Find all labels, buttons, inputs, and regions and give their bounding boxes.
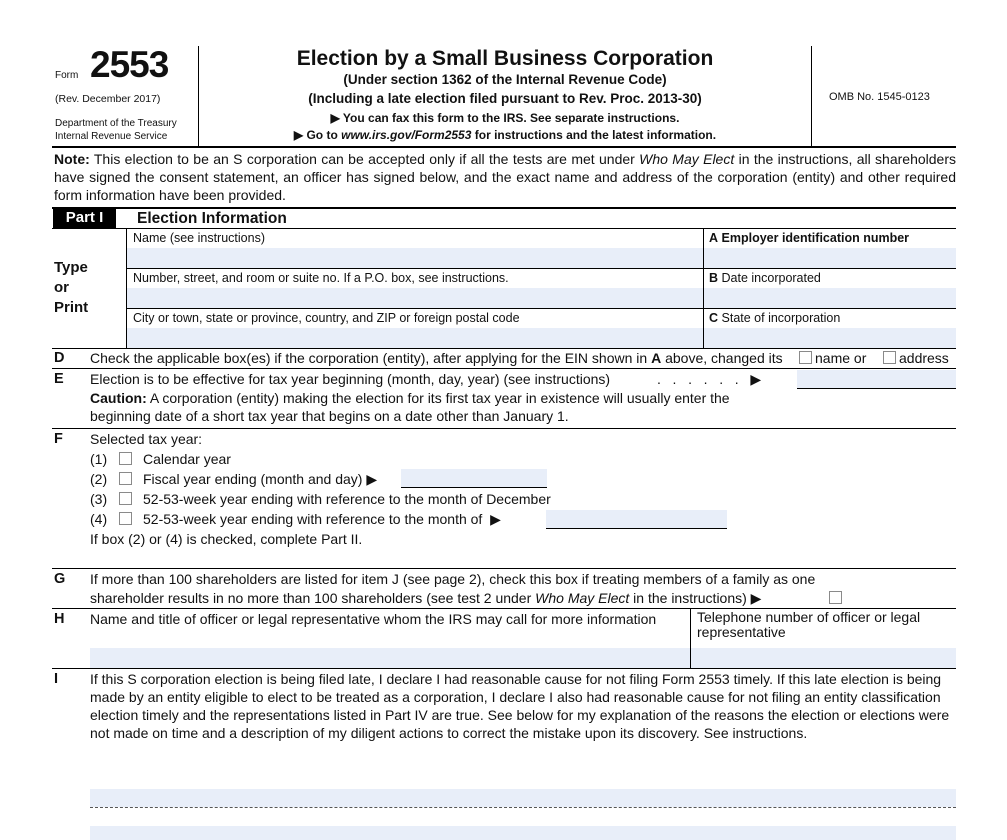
street-label: Number, street, and room or suite no. If a P.O. box, see instructions. bbox=[133, 271, 509, 285]
phone-label: Telephone number of officer or legal representative bbox=[697, 609, 921, 640]
part-title: Election Information bbox=[137, 210, 287, 227]
part-label: Part I bbox=[53, 208, 116, 228]
week-year-december-checkbox[interactable] bbox=[119, 492, 132, 505]
week-year-month-label: 52-53-week year ending with reference to the month of ▶ bbox=[143, 511, 501, 527]
address-changed-label: address bbox=[899, 350, 949, 366]
line-h-letter: H bbox=[54, 611, 65, 627]
calendar-year-checkbox[interactable] bbox=[119, 452, 132, 465]
line-g-text-1: If more than 100 shareholders are listed for item J (see page 2), check this box if treating members of a family as one bbox=[90, 571, 816, 587]
form-subtitle-2: (Including a late election filed pursuant to Rev. Proc. 2013-30) bbox=[308, 91, 702, 106]
option-2-number: (2) bbox=[90, 471, 108, 487]
line-d-text: Check the applicable box(es) if the corporation (entity), after applying for the EIN shown in A above, changed its bbox=[90, 350, 783, 366]
form-subtitle-1: (Under section 1362 of the Internal Revenue Code) bbox=[343, 72, 667, 87]
family-shareholders-checkbox[interactable] bbox=[829, 591, 842, 604]
type-or-print-label: Type or Print bbox=[54, 259, 89, 316]
fiscal-year-end-input[interactable] bbox=[401, 469, 547, 488]
fiscal-year-label: Fiscal year ending (month and day) ▶ bbox=[143, 471, 378, 487]
week-year-month-checkbox[interactable] bbox=[119, 512, 132, 525]
agency: Internal Revenue Service bbox=[55, 131, 168, 142]
name-label: Name (see instructions) bbox=[133, 231, 265, 245]
option-1-number: (1) bbox=[90, 451, 108, 467]
date-incorporated-label: B Date incorporated bbox=[709, 271, 821, 285]
explanation-line-1[interactable] bbox=[90, 789, 956, 807]
ein-label: A Employer identification number bbox=[709, 231, 910, 245]
name-changed-checkbox[interactable] bbox=[799, 351, 812, 364]
calendar-year-label: Calendar year bbox=[143, 451, 231, 467]
note-paragraph: Note: This election to be an S corporation can be accepted only if all the tests are met under Who May Elect in the instructions, all shareholders have signed the consent statement, an officer has signed below, and the exact name and address of the corporation (entity) and other required form information have been provided. bbox=[54, 151, 956, 203]
city-label: City or town, state or province, country, and ZIP or foreign postal code bbox=[133, 311, 520, 325]
name-input[interactable] bbox=[127, 248, 703, 268]
line-f-footer: If box (2) or (4) is checked, complete Part II. bbox=[90, 531, 363, 547]
line-f-letter: F bbox=[54, 431, 63, 447]
form-number: 2553 bbox=[90, 44, 169, 85]
option-3-number: (3) bbox=[90, 491, 108, 507]
line-f-heading: Selected tax year: bbox=[90, 431, 203, 447]
fiscal-year-checkbox[interactable] bbox=[119, 472, 132, 485]
ein-input[interactable] bbox=[704, 248, 956, 268]
form-label: Form bbox=[55, 70, 79, 81]
explanation-line-2[interactable] bbox=[90, 826, 956, 840]
state-incorporation-label: C State of incorporation bbox=[709, 311, 841, 325]
name-changed-label: name or bbox=[815, 350, 867, 366]
effective-date-input[interactable] bbox=[797, 370, 956, 389]
officer-name-input[interactable] bbox=[90, 648, 690, 668]
line-g-letter: G bbox=[54, 571, 66, 587]
option-4-number: (4) bbox=[90, 511, 108, 527]
omb-number: OMB No. 1545-0123 bbox=[829, 91, 930, 103]
caution-text: Caution: A corporation (entity) making the election for its first tax year in existence will usually enter the beginning date of a short tax year that begins on a date other than January 1. bbox=[90, 390, 730, 424]
form-revision: (Rev. December 2017) bbox=[55, 93, 161, 105]
address-changed-checkbox[interactable] bbox=[883, 351, 896, 364]
week-year-month-input[interactable] bbox=[546, 510, 727, 529]
state-incorporation-input[interactable] bbox=[704, 328, 956, 348]
line-i-letter: I bbox=[54, 671, 59, 687]
website-link[interactable]: www.irs.gov/Form2553 bbox=[341, 128, 472, 142]
form-title: Election by a Small Business Corporation bbox=[296, 47, 714, 70]
department: Department of the Treasury bbox=[55, 118, 177, 129]
street-input[interactable] bbox=[127, 288, 703, 308]
line-e-text: Election is to be effective for tax year beginning (month, day, year) (see instructions) bbox=[90, 371, 611, 387]
line-g-text-2: shareholder results in no more than 100 shareholders (see test 2 under Who May Elect in the instructions) ▶ bbox=[90, 590, 762, 606]
website-instruction: ▶ Go to www.irs.gov/Form2553 for instructions and the latest information. bbox=[293, 128, 717, 142]
line-e-leader: . . . . . . ▶ bbox=[657, 371, 762, 387]
line-d-letter: D bbox=[54, 350, 65, 366]
line-h-text: Name and title of officer or legal representative whom the IRS may call for more information bbox=[90, 611, 657, 627]
city-input[interactable] bbox=[127, 328, 703, 348]
fax-instruction: ▶ You can fax this form to the IRS. See separate instructions. bbox=[330, 111, 680, 125]
line-e-letter: E bbox=[54, 371, 64, 387]
line-i-text: If this S corporation election is being filed late, I declare I had reasonable cause for not filing Form 2553 timely. If this late election is being made by an entity eligible to elect to be treated as a corporation, I declare I also had reasonable cause for not filing an entity classification election timely and the representations listed in Part IV are true. See below for my explanation of the reasons the election or elections were not made on time and a description of my diligent actions to correct the mistake upon its discovery. See instructions. bbox=[90, 671, 950, 741]
phone-input[interactable] bbox=[691, 648, 956, 668]
date-incorporated-input[interactable] bbox=[704, 288, 956, 308]
week-year-december-label: 52-53-week year ending with reference to the month of December bbox=[143, 491, 551, 507]
